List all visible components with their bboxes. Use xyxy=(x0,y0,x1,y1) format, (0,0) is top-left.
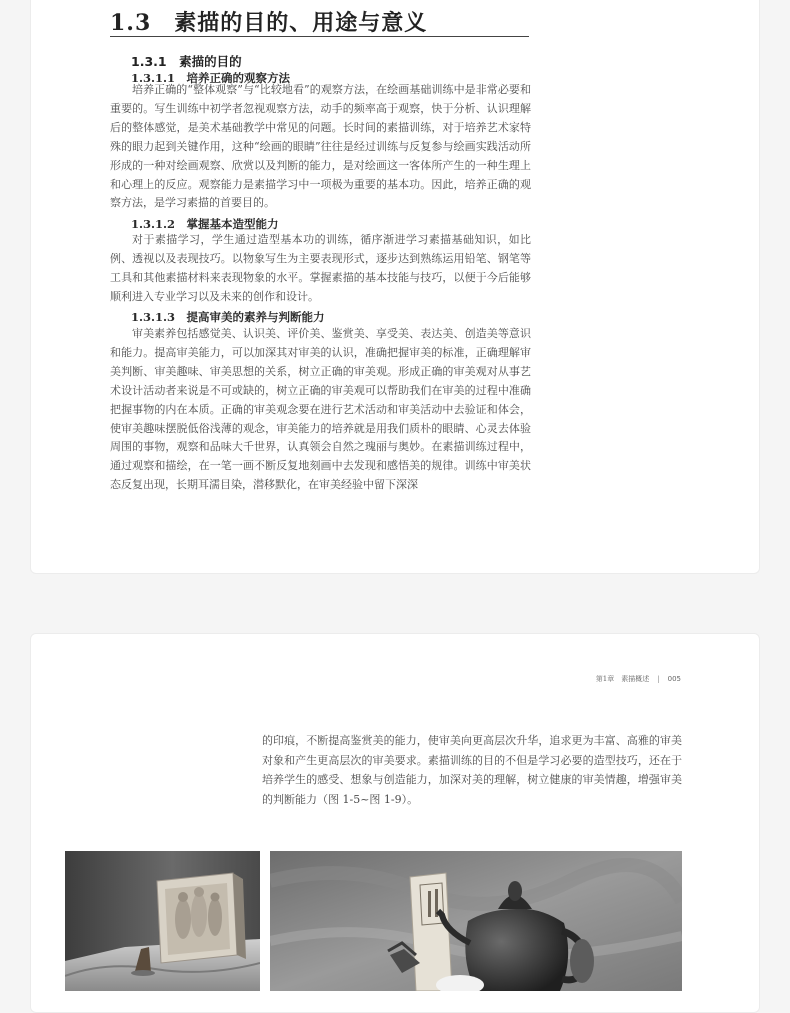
page-number: 005 xyxy=(667,675,681,683)
subheading-modeling: 1.3.1.2 掌握基本造型能力 xyxy=(131,217,279,231)
running-head-chapter: 第1章 素描概述 xyxy=(595,675,650,683)
subsection-heading: 1.3.1 素描的目的 xyxy=(131,54,242,69)
subheading-aesthetics: 1.3.1.3 提高审美的素养与判断能力 xyxy=(131,310,325,324)
paragraph-continued: 的印痕，不断提高鉴赏美的能力，使审美向更高层次升华，追求更为丰富、高雅的审美对象和产生更高层次的审美要求。素描训练的目的不但是学习必要的造型技巧，还在于培养学生的感受、想象与创造能力，加深对美的理解，树立健康的审美情趣，增强审美的判断能力（图 1-5~图 1-9）。 xyxy=(262,734,682,806)
heading-rule xyxy=(110,36,529,37)
running-head xyxy=(596,674,681,684)
section-heading: 1.3 素描的目的、用途与意义 xyxy=(110,10,428,36)
figure-relief-still-life-image xyxy=(65,851,260,991)
figure-teapot-still-life-image xyxy=(270,851,682,991)
document-page-bottom xyxy=(30,633,760,1013)
running-head-separator: | xyxy=(657,675,660,683)
paragraph-aesthetics: 审美素养包括感觉美、认识美、评价美、鉴赏美、享受美、表达美、创造美等意识和能力。提高审美能力，可以加深其对审美的认识，准确把握审美的标准，正确理解审美判断、审美趣味、审美思想的关系，树立正确的审美观。形成正确的审美观对从事艺术设计活动者来说是不可或缺的，树立正确的审美观可以帮助我们在审美的过程中准确把握事物的内在本质。正确的审美观念要在进行艺术活动和审美活动中去验证和体会，使审美趣味摆脱低俗浅薄的观念，审美能力的培养就是用我们质朴的眼睛、心灵去体验周围的事物，观察和品味大千世界，认真领会自然之瑰丽与奥妙。在素描训练过程中，通过观察和描绘，在一笔一画不断反复地刻画中去发现和感悟美的规律。训练中审美状态反复出现，长期耳濡目染，潜移默化，在审美经验中留下深深 xyxy=(110,327,531,492)
paragraph-observation: 培养正确的“整体观察”与“比较地看”的观察方法，在绘画基础训练中是非常必要和重要的。写生训练中初学者忽视观察方法，动手的频率高于观察，快于分析、认识理解后的整体感觉，是美术基础教学中常见的问题。长时间的素描训练，对于培养艺术家特殊的眼力起到关键作用，这种“绘画的眼睛”往往是经过训练与反复参与绘画实践活动所形成的一种对绘画观察、欣赏以及判断的能力，是对绘画这一客体所产生的一种生理上和心理上的反应。观察能力是素描学习中一项极为重要的基本功。因此，培养正确的观察方法，是学习素描的首要目的。 xyxy=(110,83,531,210)
document-page-top xyxy=(30,0,760,574)
paragraph-modeling: 对于素描学习，学生通过造型基本功的训练，循序渐进学习素描基础知识，如比例、透视以及表现技巧。以物象写生为主要表现形式，逐步达到熟练运用铅笔、钢笔等工具和其他素描材料来表现物象的水平。掌握素描的基本技能与技巧，以便于今后能够顺利进入专业学习以及未来的创作和设计。 xyxy=(110,233,531,303)
subheading-observation: 1.3.1.1 培养正确的观察方法 xyxy=(131,71,291,85)
